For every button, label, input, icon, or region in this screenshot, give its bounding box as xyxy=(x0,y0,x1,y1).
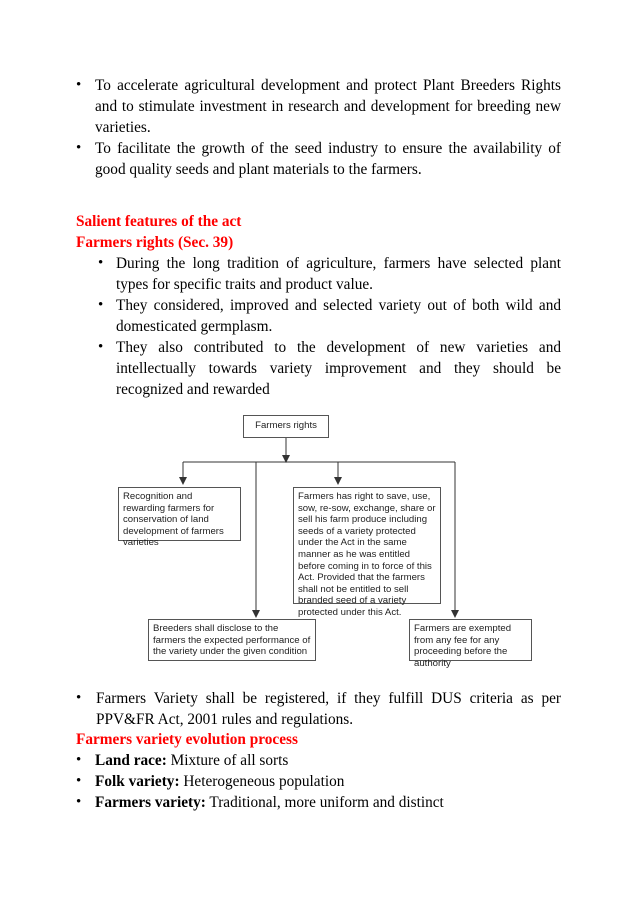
evolution-description: Heterogeneous population xyxy=(179,773,345,790)
evolution-description: Traditional, more uniform and distinct xyxy=(205,794,444,811)
registration-list xyxy=(0,688,638,730)
list-item xyxy=(0,771,638,792)
list-item: • Farmers Variety shall be registered, if they fulfill DUS criteria as per PPV&FR Act, 2001 rules and regulations. xyxy=(0,688,638,730)
list-item xyxy=(0,750,638,771)
evolution-description: Mixture of all sorts xyxy=(166,752,289,769)
arrow-down-icon xyxy=(451,610,459,618)
breeders-disclose-box: Breeders shall disclose to the farmers the expected performance of the variety under the given condition xyxy=(148,619,316,661)
evolution-process-heading: Farmers variety evolution process xyxy=(76,731,298,748)
save-use-right-box: Farmers has right to save, use, sow, re-sow, exchange, share or sell his farm produce including seeds of a variety protected under the Act in the same manner as he was entitled before coming in to force of this Act. Provided that the farmers shall not be entitled to sell branded seed of a variety protected under this Act. xyxy=(293,487,441,604)
evolution-term: Farmers variety: xyxy=(95,794,206,811)
evolution-term: Land race: xyxy=(95,752,167,769)
salient-features-heading: Salient features of the act xyxy=(76,213,242,230)
list-item: • To accelerate agricultural development and protect Plant Breeders Rights and to stimulate investment in research and development for breeding new varieties. xyxy=(0,75,638,138)
arrow-down-icon xyxy=(252,610,260,618)
farmers-rights-root-box: Farmers rights xyxy=(243,415,329,438)
evolution-list xyxy=(0,750,638,813)
list-item: • They also contributed to the development of new varieties and intellectually towards variety improvement and they should be recognized and rewarded xyxy=(0,337,638,400)
fee-exemption-box: Farmers are exempted from any fee for any proceeding before the authority xyxy=(409,619,532,661)
list-item xyxy=(0,792,638,813)
evolution-term: Folk variety: xyxy=(95,773,180,790)
arrow-down-icon xyxy=(179,477,187,485)
farmers-rights-list xyxy=(0,253,638,400)
list-item: • They considered, improved and selected variety out of both wild and domesticated germplasm. xyxy=(0,295,638,337)
list-item: • During the long tradition of agriculture, farmers have selected plant types for specific traits and product value. xyxy=(0,253,638,295)
farmers-rights-heading: Farmers rights (Sec. 39) xyxy=(76,234,234,251)
recognition-box: Recognition and rewarding farmers for conservation of land development of farmers varieties xyxy=(118,487,241,541)
arrow-down-icon xyxy=(334,477,342,485)
farmers-rights-diagram xyxy=(0,405,638,670)
objectives-list xyxy=(0,75,638,180)
list-item: • To facilitate the growth of the seed industry to ensure the availability of good quality seeds and plant materials to the farmers. xyxy=(0,138,638,180)
